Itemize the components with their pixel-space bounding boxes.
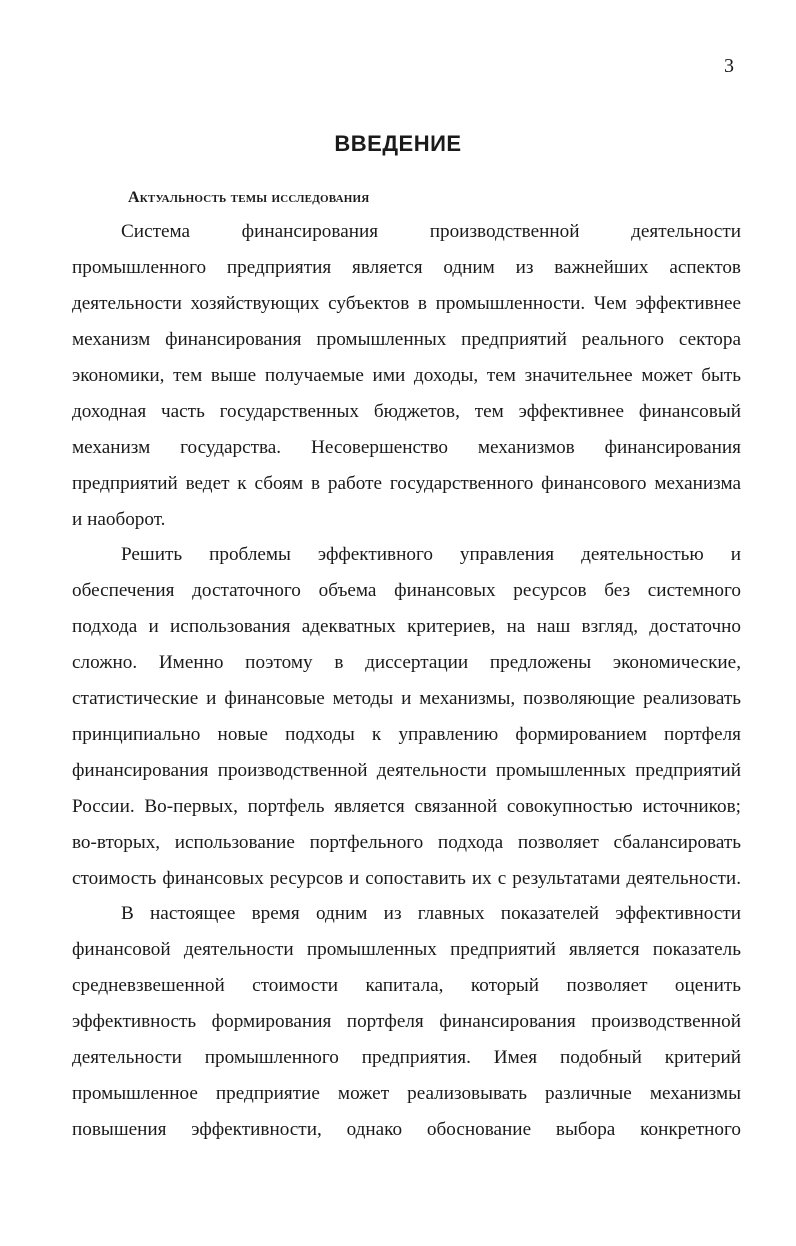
text-line: промышленного предприятия является одним из важнейших аспектов: [72, 257, 741, 278]
text-line: стоимость финансовых ресурсов и сопоставить их с результатами деятельности.: [72, 868, 741, 889]
text-line: принципиально новые подходы к управлению формированием портфеля: [72, 724, 741, 745]
text-line: статистические и финансовые методы и механизмы, позволяющие реализовать: [72, 688, 741, 709]
text-line: подхода и использования адекватных критериев, на наш взгляд, достаточно: [72, 616, 741, 637]
text-line: экономики, тем выше получаемые ими доходы, тем значительнее может быть: [72, 365, 741, 386]
text-line: финансирования производственной деятельности промышленных предприятий: [72, 760, 741, 781]
page-title: ВВЕДЕНИЕ: [334, 131, 462, 156]
text-line: механизм государства. Несовершенство механизмов финансирования: [72, 437, 741, 458]
text-line: России. Во-первых, портфель является связанной совокупностью источников;: [72, 796, 741, 817]
text-line: Решить проблемы эффективного управления деятельностью и: [121, 544, 741, 565]
text-line: сложно. Именно поэтому в диссертации предложены экономические,: [72, 652, 741, 673]
page-number: 3: [724, 55, 734, 77]
text-line: деятельности хозяйствующих субъектов в промышленности. Чем эффективнее: [72, 293, 741, 314]
text-line: повышения эффективности, однако обоснование выбора конкретного: [72, 1119, 741, 1140]
text-line: Система финансирования производственной деятельности: [121, 221, 741, 242]
text-line: обеспечения достаточного объема финансовых ресурсов без системного: [72, 580, 741, 601]
text-line: В настоящее время одним из главных показателей эффективности: [121, 903, 741, 924]
text-line: средневзвешенной стоимости капитала, который позволяет оценить: [72, 975, 741, 996]
text-line: промышленное предприятие может реализовывать различные механизмы: [72, 1083, 741, 1104]
text-line: доходная часть государственных бюджетов, тем эффективнее финансовый: [72, 401, 741, 422]
text-line: финансовой деятельности промышленных предприятий является показатель: [72, 939, 741, 960]
text-line: предприятий ведет к сбоям в работе государственного финансового механизма: [72, 473, 741, 494]
text-line: деятельности промышленного предприятия. Имея подобный критерий: [72, 1047, 741, 1068]
section-title: Актуальность темы исследования: [128, 189, 370, 206]
text-line: во-вторых, использование портфельного подхода позволяет сбалансировать: [72, 832, 741, 853]
text-line: и наоборот.: [72, 509, 166, 530]
text-line: механизм финансирования промышленных предприятий реального сектора: [72, 329, 741, 350]
text-line: эффективность формирования портфеля финансирования производственной: [72, 1011, 741, 1032]
